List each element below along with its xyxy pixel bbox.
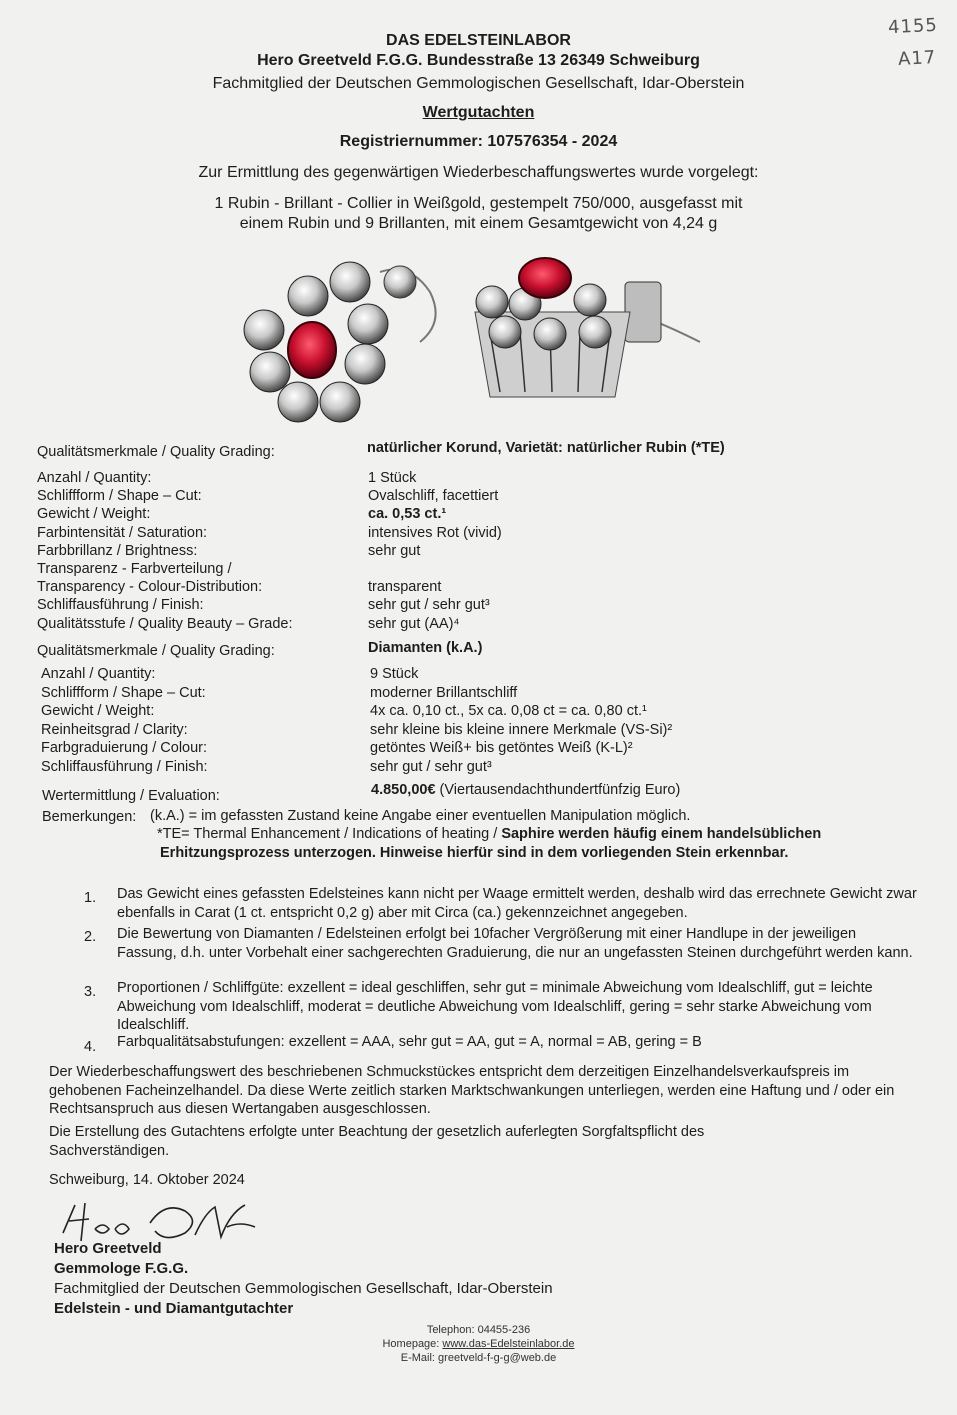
jewelry-photos (230, 252, 710, 432)
ruby-row-value: ca. 0,53 ct.¹ (368, 506, 447, 523)
ruby-row-value: sehr gut / sehr gut³ (368, 597, 490, 614)
signer-title: Gemmologe F.G.G. (54, 1260, 189, 1277)
phone-value: 04455-236 (477, 1324, 531, 1336)
contact-phone (0, 1324, 957, 1336)
remarks-line3: Erhitzungsprozess unterzogen. Hinweise hierfür sind in dem vorliegenden Stein erkennbar. (160, 845, 789, 861)
contact-homepage (0, 1338, 957, 1350)
signer-role: Edelstein - und Diamantgutachter (54, 1300, 294, 1317)
ruby-row-value: sehr gut (AA)⁴ (368, 615, 460, 632)
remarks-line1: (k.A.) = im gefassten Zustand keine Angabe einer eventuellen Manipulation möglich. (150, 808, 691, 824)
diamonds-row-value: 9 Stück (370, 666, 419, 682)
ruby-grading-value: natürlicher Korund, Varietät: natürlicher Rubin (*TE) (367, 440, 725, 456)
ruby-grading-label: Qualitätsmerkmale / Quality Grading: (37, 444, 275, 460)
signer-name: Hero Greetveld (54, 1240, 162, 1257)
diamonds-row-label: Anzahl / Quantity: (41, 666, 156, 682)
remarks-label: Bemerkungen: (42, 809, 137, 825)
remarks-te-note: *TE= Thermal Enhancement / Indications of heating / (157, 826, 502, 842)
disclaimer-text: Der Wiederbeschaffungswert des beschriebenen Schmuckstückes entspricht dem derzeitigen Einzelhandelsverkaufspreis im gehobenen Facheinzelhandel. Da diese Werte zeitlich starken Marktschwankungen unterliegen, werden eine Haftung und / oder ein Rechtsanspruch aus diesen Wertangaben ausgeschlossen. (49, 1064, 895, 1117)
diamonds-row-value: 4x ca. 0,10 ct., 5x ca. 0,08 ct = ca. 0,80 ct.¹ (370, 703, 647, 720)
place-date: Schweiburg, 14. Oktober 2024 (49, 1172, 245, 1188)
note-2-text: Die Bewertung von Diamanten / Edelsteinen erfolgt bei 10facher Vergrößerung mit einer Handlupe in der jeweiligen Fassung, d.h. unter Vorbehalt einer sachgerechten Graduierung, die nur an ungefassten Steinen durchgeführt werden kann. (117, 926, 913, 961)
diamonds-row-label: Reinheitsgrad / Clarity: (41, 721, 188, 738)
pendant-side-view (475, 258, 700, 397)
ruby-row-label: Transparency - Colour-Distribution: (37, 579, 263, 596)
ruby-row-label: Schliffform / Shape – Cut: (37, 488, 202, 505)
ruby-row-value: 1 Stück (368, 470, 417, 486)
lab-address: Hero Greetveld F.G.G. Bundesstraße 13 26349 Schweiburg (257, 52, 700, 69)
signer-membership: Fachmitglied der Deutschen Gemmologischen Gesellschaft, Idar-Oberstein (54, 1280, 553, 1297)
ruby-row-label: Gewicht / Weight: (37, 506, 151, 523)
diamonds-row-value: sehr gut / sehr gut³ (370, 759, 492, 775)
diamond-grading-label: Qualitätsmerkmale / Quality Grading: (37, 643, 275, 659)
homepage-label: Homepage: (382, 1338, 443, 1350)
handwritten-number: 4155 (887, 14, 939, 39)
email-value[interactable]: greetveld-f-g-g@web.de (438, 1352, 557, 1364)
note-1-number: 1. (84, 890, 97, 906)
diamonds-row-value: moderner Brillantschliff (370, 684, 518, 701)
intro-text: Zur Ermittlung des gegenwärtigen Wiederbeschaffungswertes wurde vorgelegt: (198, 164, 759, 181)
diamonds-row-value: getöntes Weiß+ bis getöntes Weiß (K-L)² (370, 740, 633, 757)
remarks-line2 (157, 826, 821, 842)
remarks-heating-note: Saphire werden häufig einem handelsüblichen (501, 826, 822, 842)
note-4-number: 4. (84, 1039, 97, 1055)
ruby-row-value: Ovalschliff, facettiert (368, 488, 499, 505)
note-2-number: 2. (84, 929, 97, 945)
diamonds-row-label: Schliffform / Shape – Cut: (41, 684, 206, 701)
evaluation-words: (Viertausendachthundertfünfzig Euro) (435, 782, 681, 798)
ruby-row-label: Schliffausführung / Finish: (37, 597, 204, 614)
lab-membership: Fachmitglied der Deutschen Gemmologischen Gesellschaft, Idar-Oberstein (212, 75, 745, 92)
ruby-row-value: sehr gut (368, 542, 421, 559)
ruby-row-label: Farbintensität / Saturation: (37, 524, 208, 541)
evaluation-amount: 4.850,00€ (371, 782, 436, 798)
diligence-text: Die Erstellung des Gutachtens erfolgte unter Beachtung der gesetzlich auferlegten Sorgfaltspflicht des Sachverständigen. (49, 1124, 705, 1159)
phone-label: Telephon: (426, 1324, 478, 1336)
note-3-text: Proportionen / Schliffgüte: exzellent = ideal geschliffen, sehr gut = minimale Abweichung vom Idealschliff, gut = leichte Abweichung vom Idealschliff, moderat = deutliche Abweichung vom Idealschliff, gering = sehr starke Abweichung vom Idealschliff. (117, 980, 873, 1033)
lab-name: DAS EDELSTEINLABOR (386, 32, 571, 49)
diamonds-row-label: Schliffausführung / Finish: (41, 759, 208, 775)
diamonds-row-value: sehr kleine bis kleine innere Merkmale (VS-Si)² (370, 721, 673, 738)
note-1-text: Das Gewicht eines gefassten Edelsteines kann nicht per Waage ermittelt werden, deshalb wird das errechnete Gewicht zwar ebenfalls in Carat (1 ct. entspricht 0,2 g) aber mit Circa (ca.) gekennzeichnet angegeben. (117, 886, 917, 921)
note-4-text: Farbqualitätsabstufungen: exzellent = AAA, sehr gut = AA, gut = A, normal = AB, gering = B (117, 1034, 702, 1050)
ruby-row-label: Qualitätsstufe / Quality Beauty – Grade: (37, 615, 293, 632)
ruby-row-value: transparent (368, 579, 442, 596)
diamond-grading-value: Diamanten (k.A.) (368, 640, 483, 656)
note-3-number: 3. (84, 984, 97, 1000)
pendant-top-view (244, 262, 436, 422)
document-title: Wertgutachten (422, 104, 535, 121)
ruby-row-label: Transparenz - Farbverteilung / (37, 561, 232, 577)
evaluation-label: Wertermittlung / Evaluation: (42, 788, 220, 804)
diamonds-row-label: Gewicht / Weight: (41, 703, 155, 720)
homepage-link[interactable]: www.das-Edelsteinlabor.de (442, 1338, 575, 1350)
evaluation-value (371, 782, 680, 798)
item-description-line2: einem Rubin und 9 Brillanten, mit einem Gesamtgewicht von 4,24 g (239, 215, 718, 232)
item-description-line1: 1 Rubin - Brillant - Collier in Weißgold, gestempelt 750/000, ausgefasst mit (214, 195, 743, 212)
registration-number: Registriernummer: 107576354 - 2024 (339, 133, 618, 150)
handwritten-code: A17 (897, 47, 937, 70)
ruby-row-label: Anzahl / Quantity: (37, 470, 152, 486)
email-label: E-Mail: (400, 1352, 439, 1364)
contact-email (0, 1352, 957, 1364)
diamonds-row-label: Farbgraduierung / Colour: (41, 740, 208, 757)
ruby-row-label: Farbbrillanz / Brightness: (37, 542, 198, 559)
ruby-row-value: intensives Rot (vivid) (368, 524, 502, 541)
